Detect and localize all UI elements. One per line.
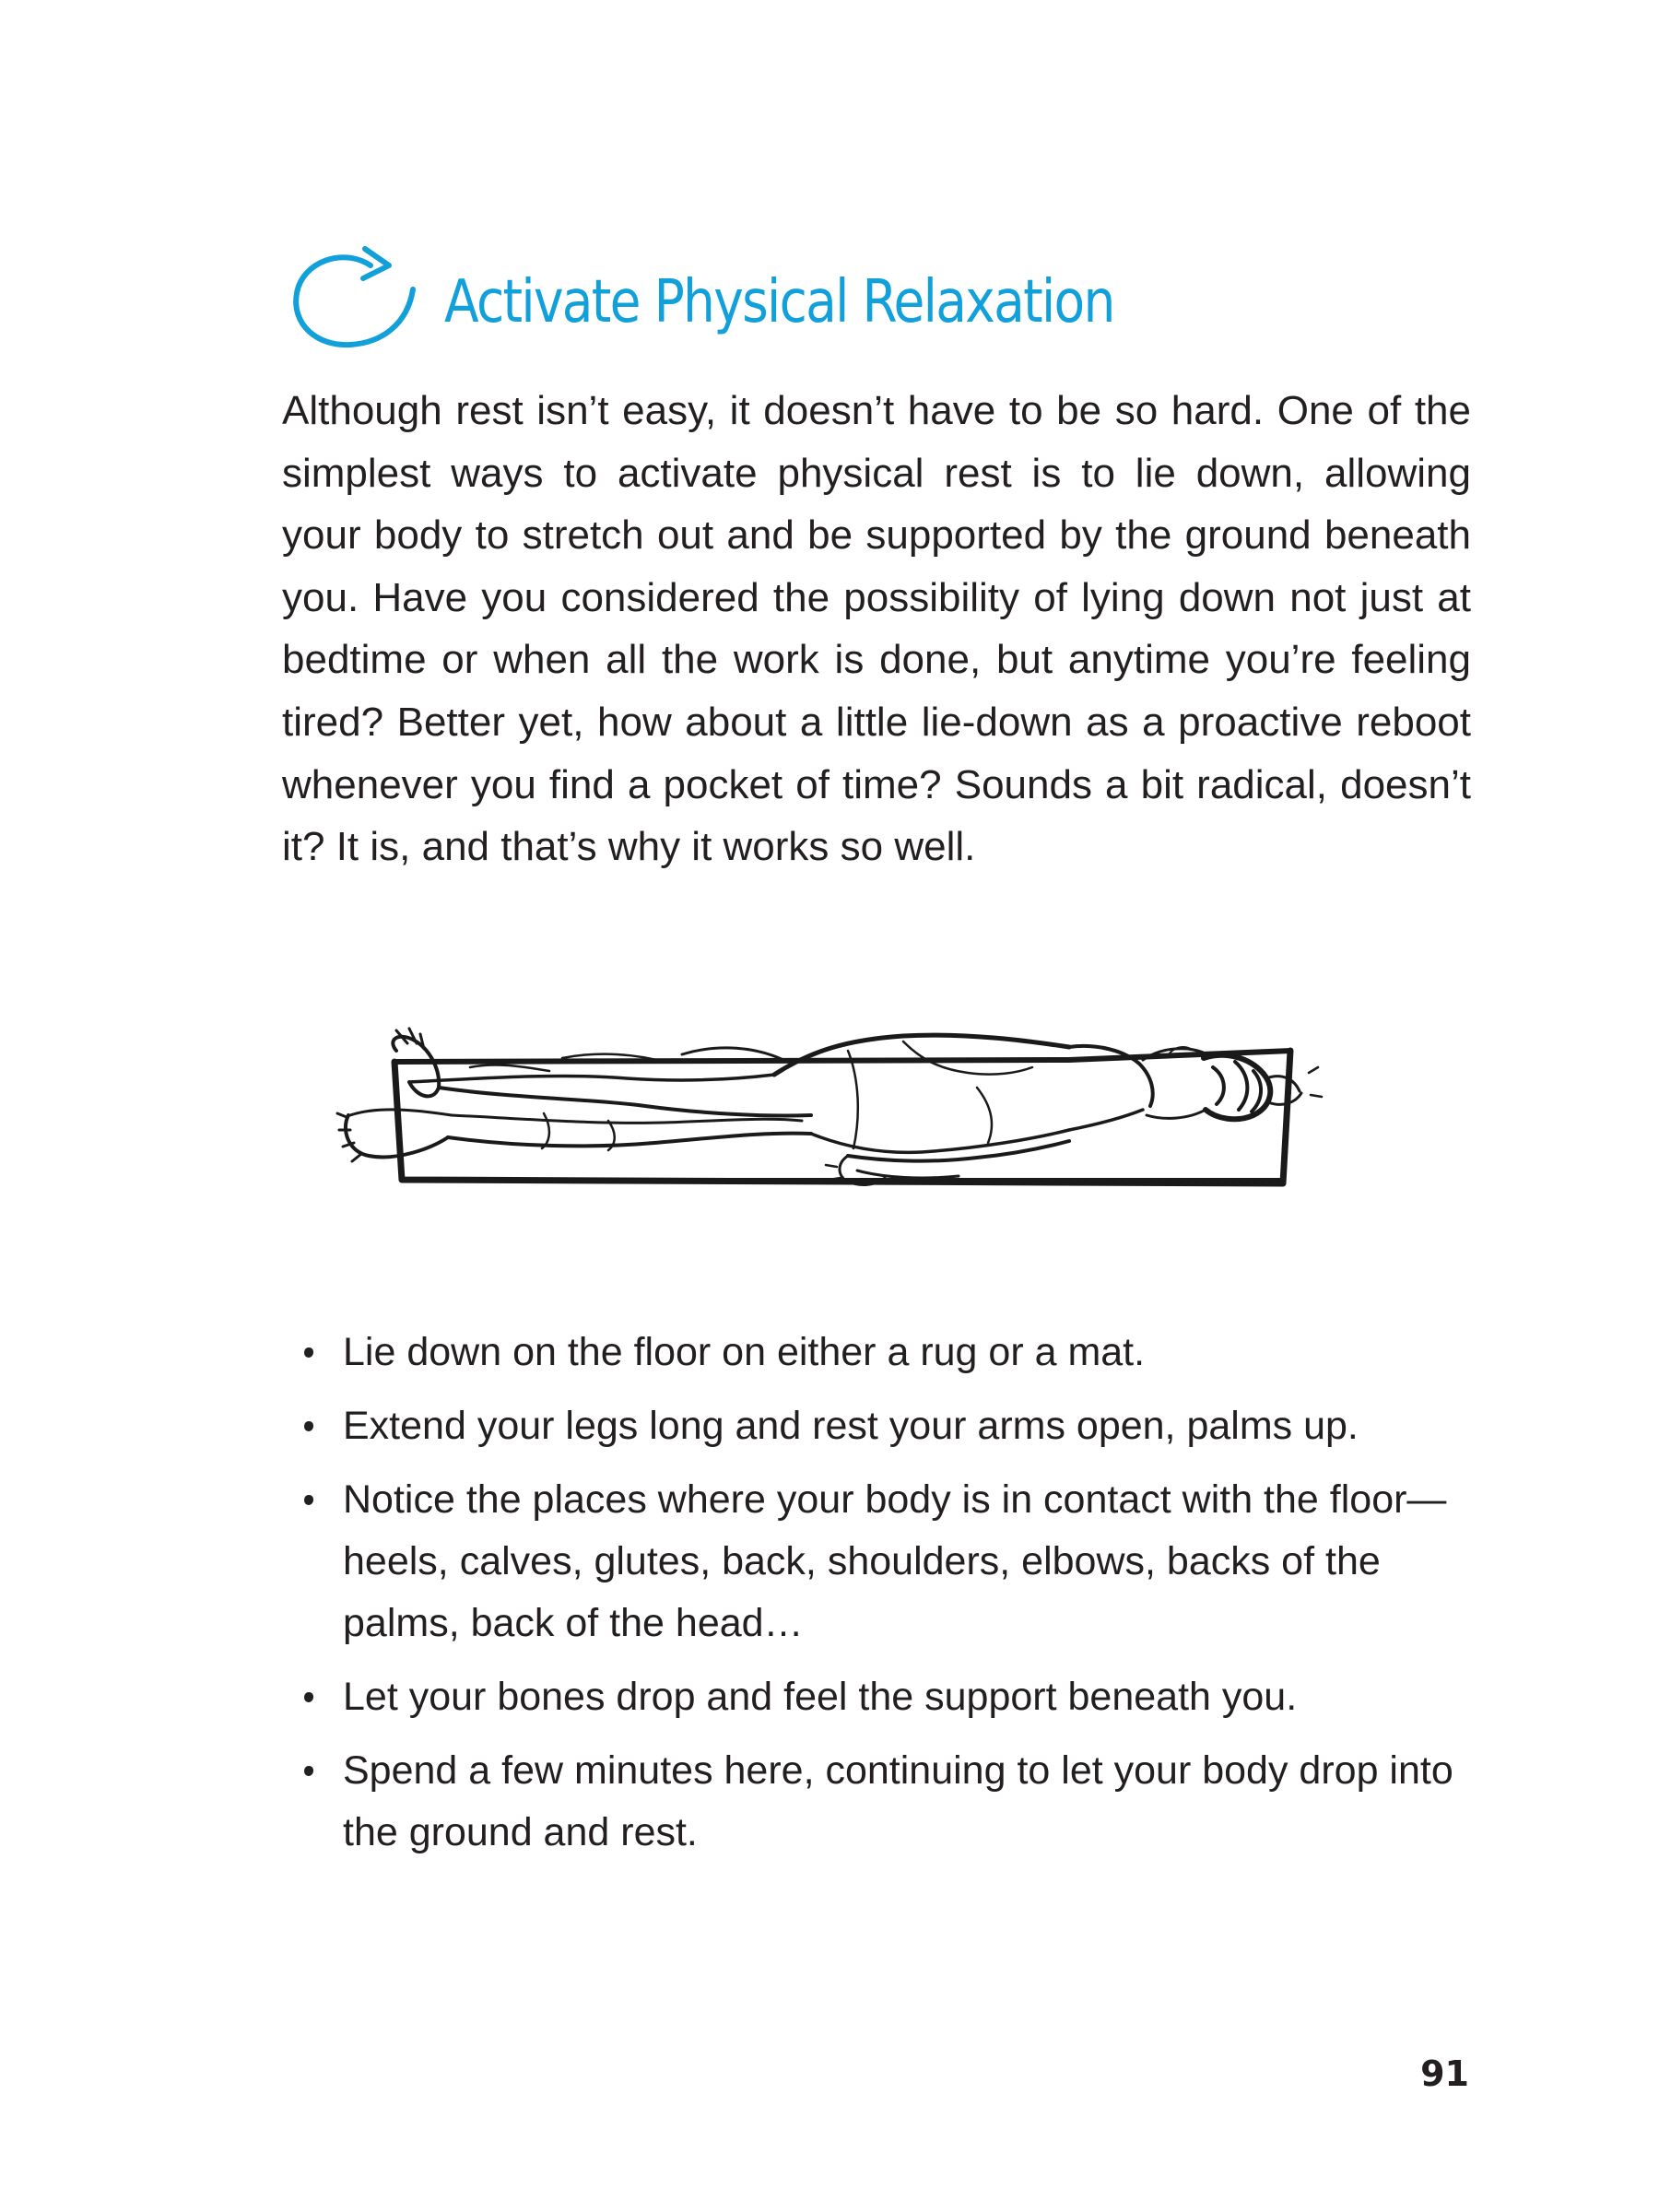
list-item [300, 1740, 1480, 1864]
section-title: Activate Physical Relaxation [444, 268, 1114, 336]
list-item [300, 1322, 1480, 1383]
list-item-text: Lie down on the floor on either a rug or a mat. [343, 1330, 1146, 1374]
person-lying-on-mat-sketch [332, 959, 1382, 1235]
list-item-text: Notice the places where your body is in contact with the floor—heels, calves, glutes, back, shoulders, elbows, backs of the palms, back of the head… [343, 1477, 1447, 1645]
bullet-dot-icon [304, 1421, 313, 1431]
steps-list [300, 1322, 1480, 1876]
list-item [300, 1395, 1480, 1457]
list-item-text: Spend a few minutes here, continuing to let your body drop into the ground and rest. [343, 1748, 1453, 1854]
section-heading [286, 229, 1484, 358]
intro-paragraph: Although rest isn’t easy, it doesn’t have to be so hard. One of the simplest ways to activate physical rest is to lie down, allowing your body to stretch out and be supported by the ground beneath you. Have you considered the possibility of lying down not just at bedtime or when all the work is done, but anytime you’re feeling tired? Better yet, how about a little lie-down as a proactive reboot whenever you find a pocket of time? Sounds a bit radical, doesn’t it? It is, and that’s why it works so well. [282, 388, 1471, 870]
page-number: 91 [1420, 2053, 1469, 2094]
list-item [300, 1666, 1480, 1728]
bullet-dot-icon [304, 1766, 313, 1776]
bullet-dot-icon [304, 1692, 313, 1702]
bullet-dot-icon [304, 1495, 313, 1505]
list-item-text: Let your bones drop and feel the support beneath you. [343, 1675, 1298, 1719]
list-item-text: Extend your legs long and rest your arms open, palms up. [343, 1404, 1359, 1448]
list-item [300, 1469, 1480, 1654]
refresh-arrow-icon [286, 229, 424, 358]
bullet-dot-icon [304, 1347, 313, 1358]
